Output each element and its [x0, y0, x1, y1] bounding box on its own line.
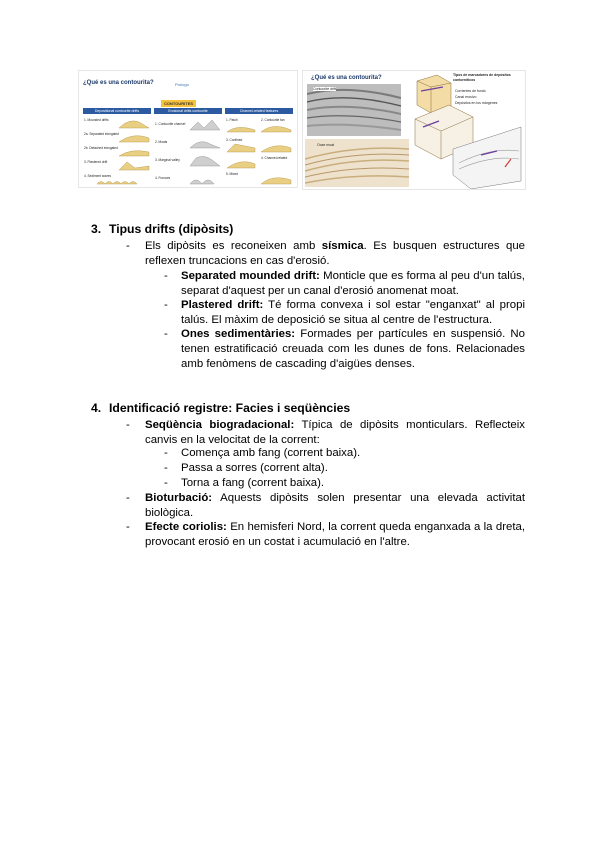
drift-item — [181, 327, 525, 373]
item-text: Típica de dipòsits monticulars. Reflecteix canvis en la velocitat de la corrent: — [145, 419, 525, 447]
slide-title: ¿Qué es una contourita? — [311, 75, 382, 81]
column-3-sketches — [225, 108, 293, 186]
slide-title: ¿Qué es una contourita? — [83, 80, 154, 86]
column-item: 3. Marginal valley — [155, 158, 180, 162]
column-item: 4. Furrows — [155, 176, 171, 180]
bullet-dash: - — [126, 419, 130, 431]
photo-label: Ooze moat — [317, 143, 335, 147]
intro-text-end: . Es busquen estructures que reflexen truncacions en cas d'erosió. — [145, 240, 526, 268]
item-term: Ones sedimentàries: — [181, 328, 296, 340]
item-text: Té forma convexa i sol estar "enganxat" al propi talús. El màxim de deposició se situa al centre de l'estructura. — [181, 299, 525, 327]
sub-item: Torna a fang (corrent baixa). — [181, 477, 325, 489]
item-text: Monticle que es forma al peu d'un talús, separat d'aquest per un canal d'erosió anomenat moat. — [181, 270, 525, 298]
bullet-dash: - — [164, 447, 168, 459]
column-item: 4. Channel-related — [261, 156, 288, 160]
column-item: 3. Plastered drift — [84, 160, 108, 164]
column-item: 1. Contourite channel — [155, 122, 186, 126]
column-2-sketches — [154, 108, 222, 186]
column-item: 5. Mixed — [226, 172, 239, 176]
section-number: 3. — [91, 222, 102, 236]
bullet-dash: - — [126, 521, 130, 533]
item-term: Plastered drift: — [181, 299, 264, 311]
sub-item: Passa a sorres (corrent alta). — [181, 462, 328, 474]
drift-item — [181, 269, 525, 299]
contourite-slide-left — [78, 70, 298, 188]
drift-item — [181, 298, 525, 328]
intro-text: Els dipòsits es reconeixen amb — [145, 240, 322, 252]
column-item: 4. Sediment waves — [84, 174, 111, 178]
item-term: Efecte coriolis: — [145, 521, 227, 533]
column-item: 3. Confined — [226, 138, 243, 142]
bullet-dash: - — [164, 328, 168, 340]
slide-tag: Prologo — [175, 82, 189, 87]
slide-column-1 — [83, 108, 151, 186]
contourite-slide-right — [302, 70, 526, 190]
column-item: 2a. Separated elongated — [84, 132, 119, 136]
note-item: Depósitos en los márgenes — [455, 101, 498, 105]
bullet-dash: - — [164, 270, 168, 282]
facies-item — [145, 491, 525, 521]
item-text: En hemisferi Nord, la corrent queda enganxada a la dreta, provocant erosió en un costat i acumulació en l'altre. — [145, 521, 525, 549]
column-header: Erosional drifts contourite — [154, 108, 222, 114]
column-header: Channel-related features — [225, 108, 293, 114]
item-text: Aquests dipòsits solen presentar una elevada activitat biològica. — [145, 492, 525, 520]
item-term: Bioturbació: — [145, 492, 213, 504]
bullet-dash: - — [164, 462, 168, 474]
section-3-intro — [145, 239, 525, 269]
section-title: Identificació registre: Facies i seqüències — [109, 401, 351, 415]
item-text: Formades per partícules en suspensió. No tenen estratificació creuada com les dunes de fons. Relacionades amb fenòmens de cascading d'aigües denses. — [181, 328, 525, 371]
note-title: Tipos de marcadores de depósitos contorníticos — [453, 73, 511, 82]
section-title: Tipus drifts (dipòsits) — [109, 222, 234, 236]
note-item: Corrientes de fondo — [455, 89, 486, 93]
seismic-photo — [307, 84, 401, 136]
section-number: 4. — [91, 401, 102, 415]
slide-banner: CONTOURITES — [161, 100, 196, 107]
figure-strip — [78, 70, 524, 188]
column-item: 2. Moats — [155, 140, 168, 144]
column-item: 2. Contourite fan — [261, 118, 285, 122]
bullet-dash: - — [164, 477, 168, 489]
sub-item: Comença amb fang (corrent baixa). — [181, 447, 361, 459]
slide-column-3 — [225, 108, 293, 186]
bullet-dash: - — [126, 240, 130, 252]
bullet-dash: - — [126, 492, 130, 504]
slide-column-2 — [154, 108, 222, 186]
column-header: Depositional contourite drifts — [83, 108, 151, 114]
column-1-sketches — [83, 108, 151, 186]
item-term: Seqüència biogradacional: — [145, 419, 295, 431]
photo-label: Contourite drift — [313, 87, 336, 91]
column-item: 2b. Detached elongated — [84, 146, 118, 150]
intro-bold: sísmica — [321, 240, 364, 252]
column-item: 1. Patch — [226, 118, 238, 122]
item-term: Separated mounded drift: — [181, 270, 320, 282]
facies-item — [145, 520, 525, 550]
bullet-dash: - — [164, 299, 168, 311]
facies-item — [145, 418, 525, 448]
column-item: 1. Mounded drifts — [84, 118, 109, 122]
note-item: Canal erosivo — [455, 95, 477, 99]
